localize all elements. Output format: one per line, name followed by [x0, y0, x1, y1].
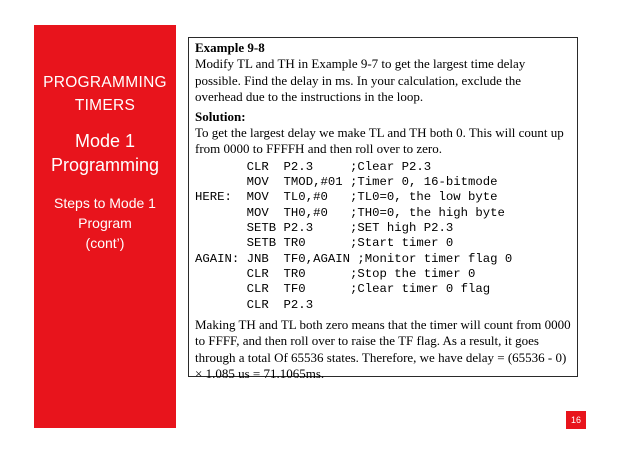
solution-intro: To get the largest delay we make TL and TH both 0. This will count up from 0000 to FFFFH and then roll over to zero. [195, 125, 564, 157]
sidebar-mode-line1: Mode 1 [74, 131, 136, 151]
sidebar-steps-line1: Steps to Mode 1 [54, 195, 156, 211]
sidebar-steps-line2: Program [78, 215, 132, 231]
sidebar-panel [34, 25, 176, 428]
example-title: Example 9-8 [195, 40, 265, 55]
solution-title: Solution: [195, 108, 246, 124]
sidebar-mode-heading [34, 129, 176, 177]
sidebar-title-line2: TIMERS [74, 97, 136, 114]
code-line: SETB TR0 ;Start timer 0 [195, 236, 454, 251]
code-line: CLR P2.3 ;Clear P2.3 [195, 159, 432, 174]
code-line: SETB P2.3 ;SET high P2.3 [195, 221, 454, 236]
code-line: CLR TR0 ;Stop the timer 0 [195, 266, 476, 281]
example-text: Modify TL and TH in Example 9-7 to get the largest time delay possible. Find the delay in ms. In your calculation, exclude the overhead due to the instructions in the loop. [195, 56, 526, 105]
code-block [195, 160, 571, 313]
code-line: MOV TH0,#0 ;TH0=0, the high byte [195, 205, 505, 220]
code-line: HERE: MOV TL0,#0 ;TL0=0, the low byte [195, 190, 498, 205]
code-line: AGAIN: JNB TF0,AGAIN ;Monitor timer flag 0 [195, 251, 513, 266]
sidebar-steps-heading [34, 193, 176, 253]
solution-conclusion: Making TH and TL both zero means that the timer will count from 0000 to FFFF, and then roll over to raise the TF flag. As a result, it goes through a total Of 65536 states. Therefore, we have delay = (65536 - 0) × 1.085 us = 71.1065ms. [195, 316, 571, 382]
sidebar-title [34, 71, 176, 117]
content-box [188, 37, 578, 382]
sidebar-mode-line2: Programming [50, 155, 160, 175]
code-line: CLR TF0 ;Clear timer 0 flag [195, 282, 491, 297]
page-number-badge: 16 [566, 411, 586, 429]
sidebar-steps-line3: (cont’) [85, 235, 125, 251]
sidebar-title-line1: PROGRAMMING [43, 74, 167, 91]
code-line: CLR P2.3 [195, 297, 314, 312]
code-line: MOV TMOD,#01 ;Timer 0, 16-bitmode [195, 175, 498, 190]
